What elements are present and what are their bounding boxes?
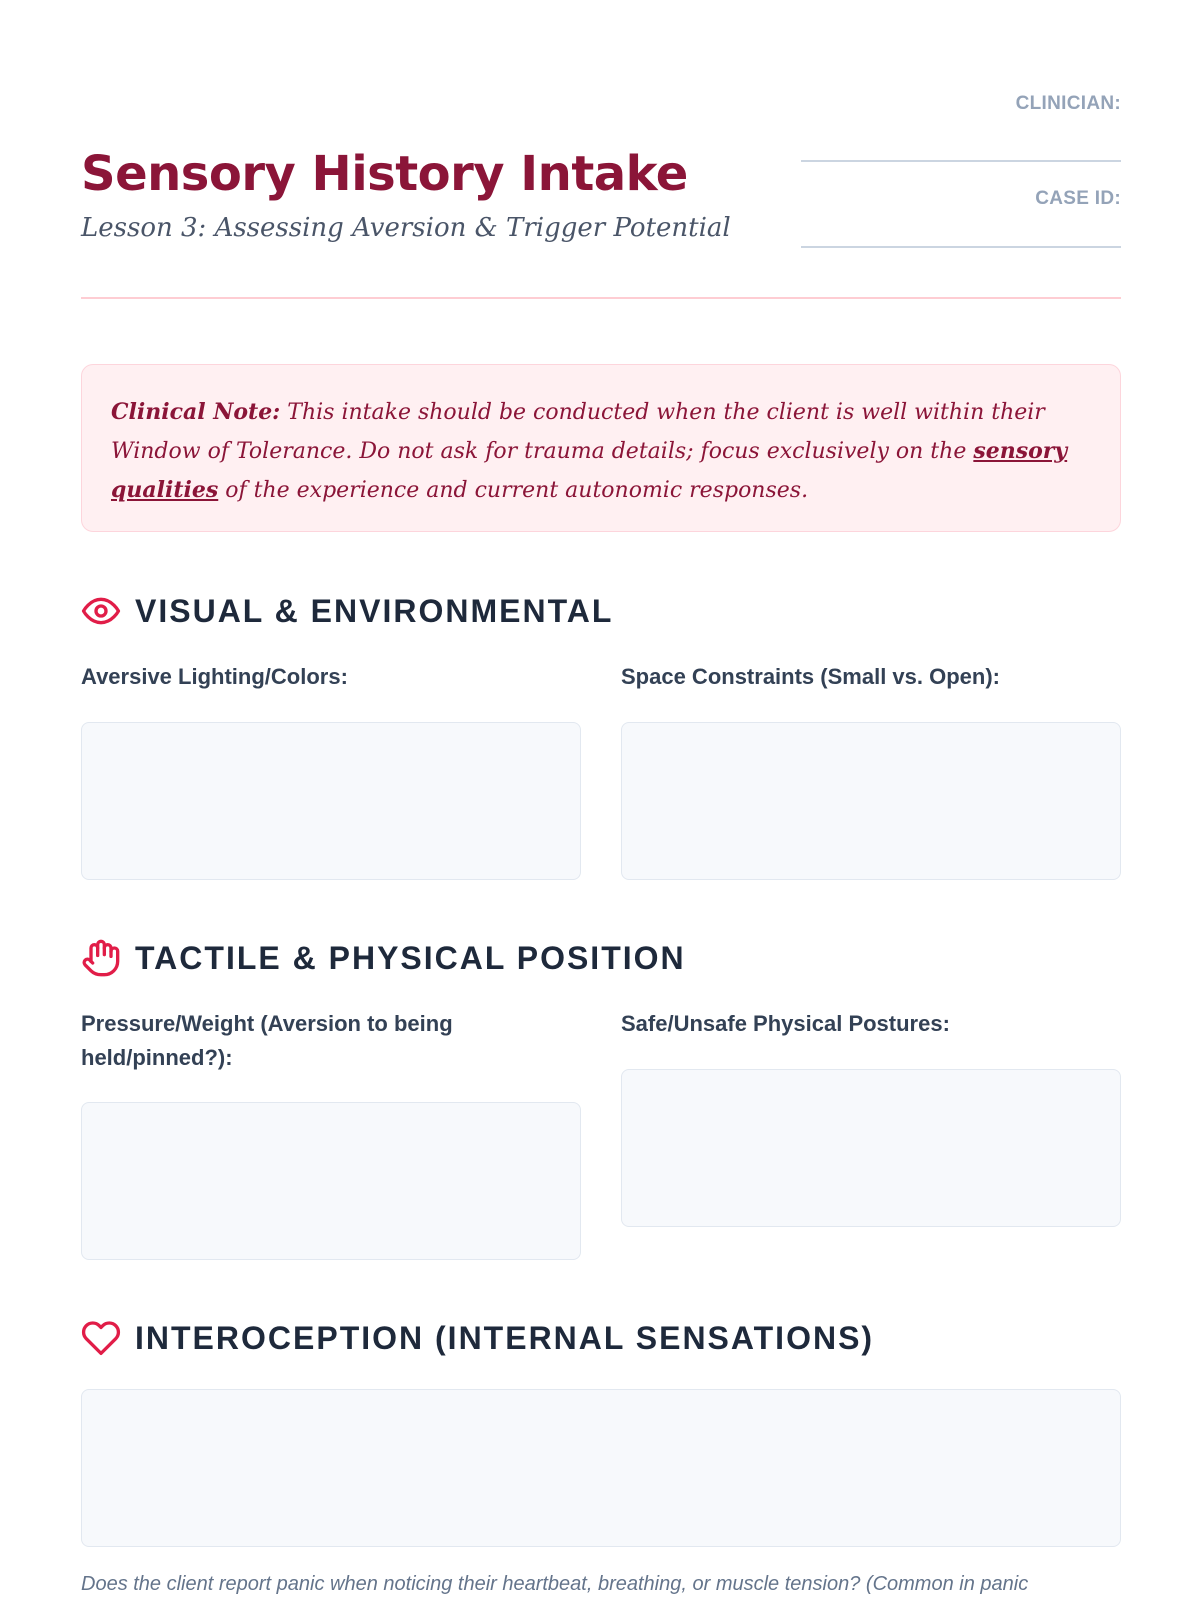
clinical-note [81,364,1121,532]
hand-icon [81,938,121,978]
section-title-visual-text: VISUAL & ENVIRONMENTAL [135,592,614,629]
page-subtitle: Lesson 3: Assessing Aversion & Trigger Potential [81,213,731,243]
interoception-field[interactable] [81,1389,1121,1547]
heart-icon [81,1318,121,1358]
physical-postures-field[interactable] [621,1069,1121,1227]
space-constraints-field[interactable] [621,722,1121,880]
clinician-label: CLINICIAN: [1015,93,1121,114]
case-id-label: CASE ID: [1035,188,1121,209]
section-title-tactile [81,938,686,978]
clinician-field[interactable] [801,160,1121,162]
clinical-note-text-end: of the experience and current autonomic responses. [218,478,809,503]
eye-icon [81,591,121,631]
physical-postures-label: Safe/Unsafe Physical Postures: [621,1011,950,1036]
clinical-note-text: This intake should be conducted when the client is well within their Window of Tolerance. Do not ask for trauma details; focus exclusively on the [111,400,1045,464]
page-title: Sensory History Intake [81,146,688,202]
aversive-lighting-field[interactable] [81,722,581,880]
section-title-visual [81,591,613,631]
interoception-prompt: Does the client report panic when noticing their heartbeat, breathing, or muscle tension? (Common in panic [81,1573,1029,1595]
pressure-weight-label: Pressure/Weight (Aversion to being held/pinned?): [81,1011,453,1070]
section-title-interoception [81,1318,874,1358]
case-id-field[interactable] [801,246,1121,248]
space-constraints-label: Space Constraints (Small vs. Open): [621,664,1000,689]
aversive-lighting-label: Aversive Lighting/Colors: [81,664,348,689]
form-header [81,0,1121,299]
clinical-note-lead: Clinical Note: [111,399,281,425]
header-meta [801,90,1121,248]
section-title-interoception-text: INTEROCEPTION (INTERNAL SENSATIONS) [135,1319,875,1356]
section-title-tactile-text: TACTILE & PHYSICAL POSITION [135,939,686,976]
intake-form [81,0,1121,1595]
clinical-note-emphasis: sensory qualities [111,438,1068,503]
pressure-weight-field[interactable] [81,1102,581,1260]
